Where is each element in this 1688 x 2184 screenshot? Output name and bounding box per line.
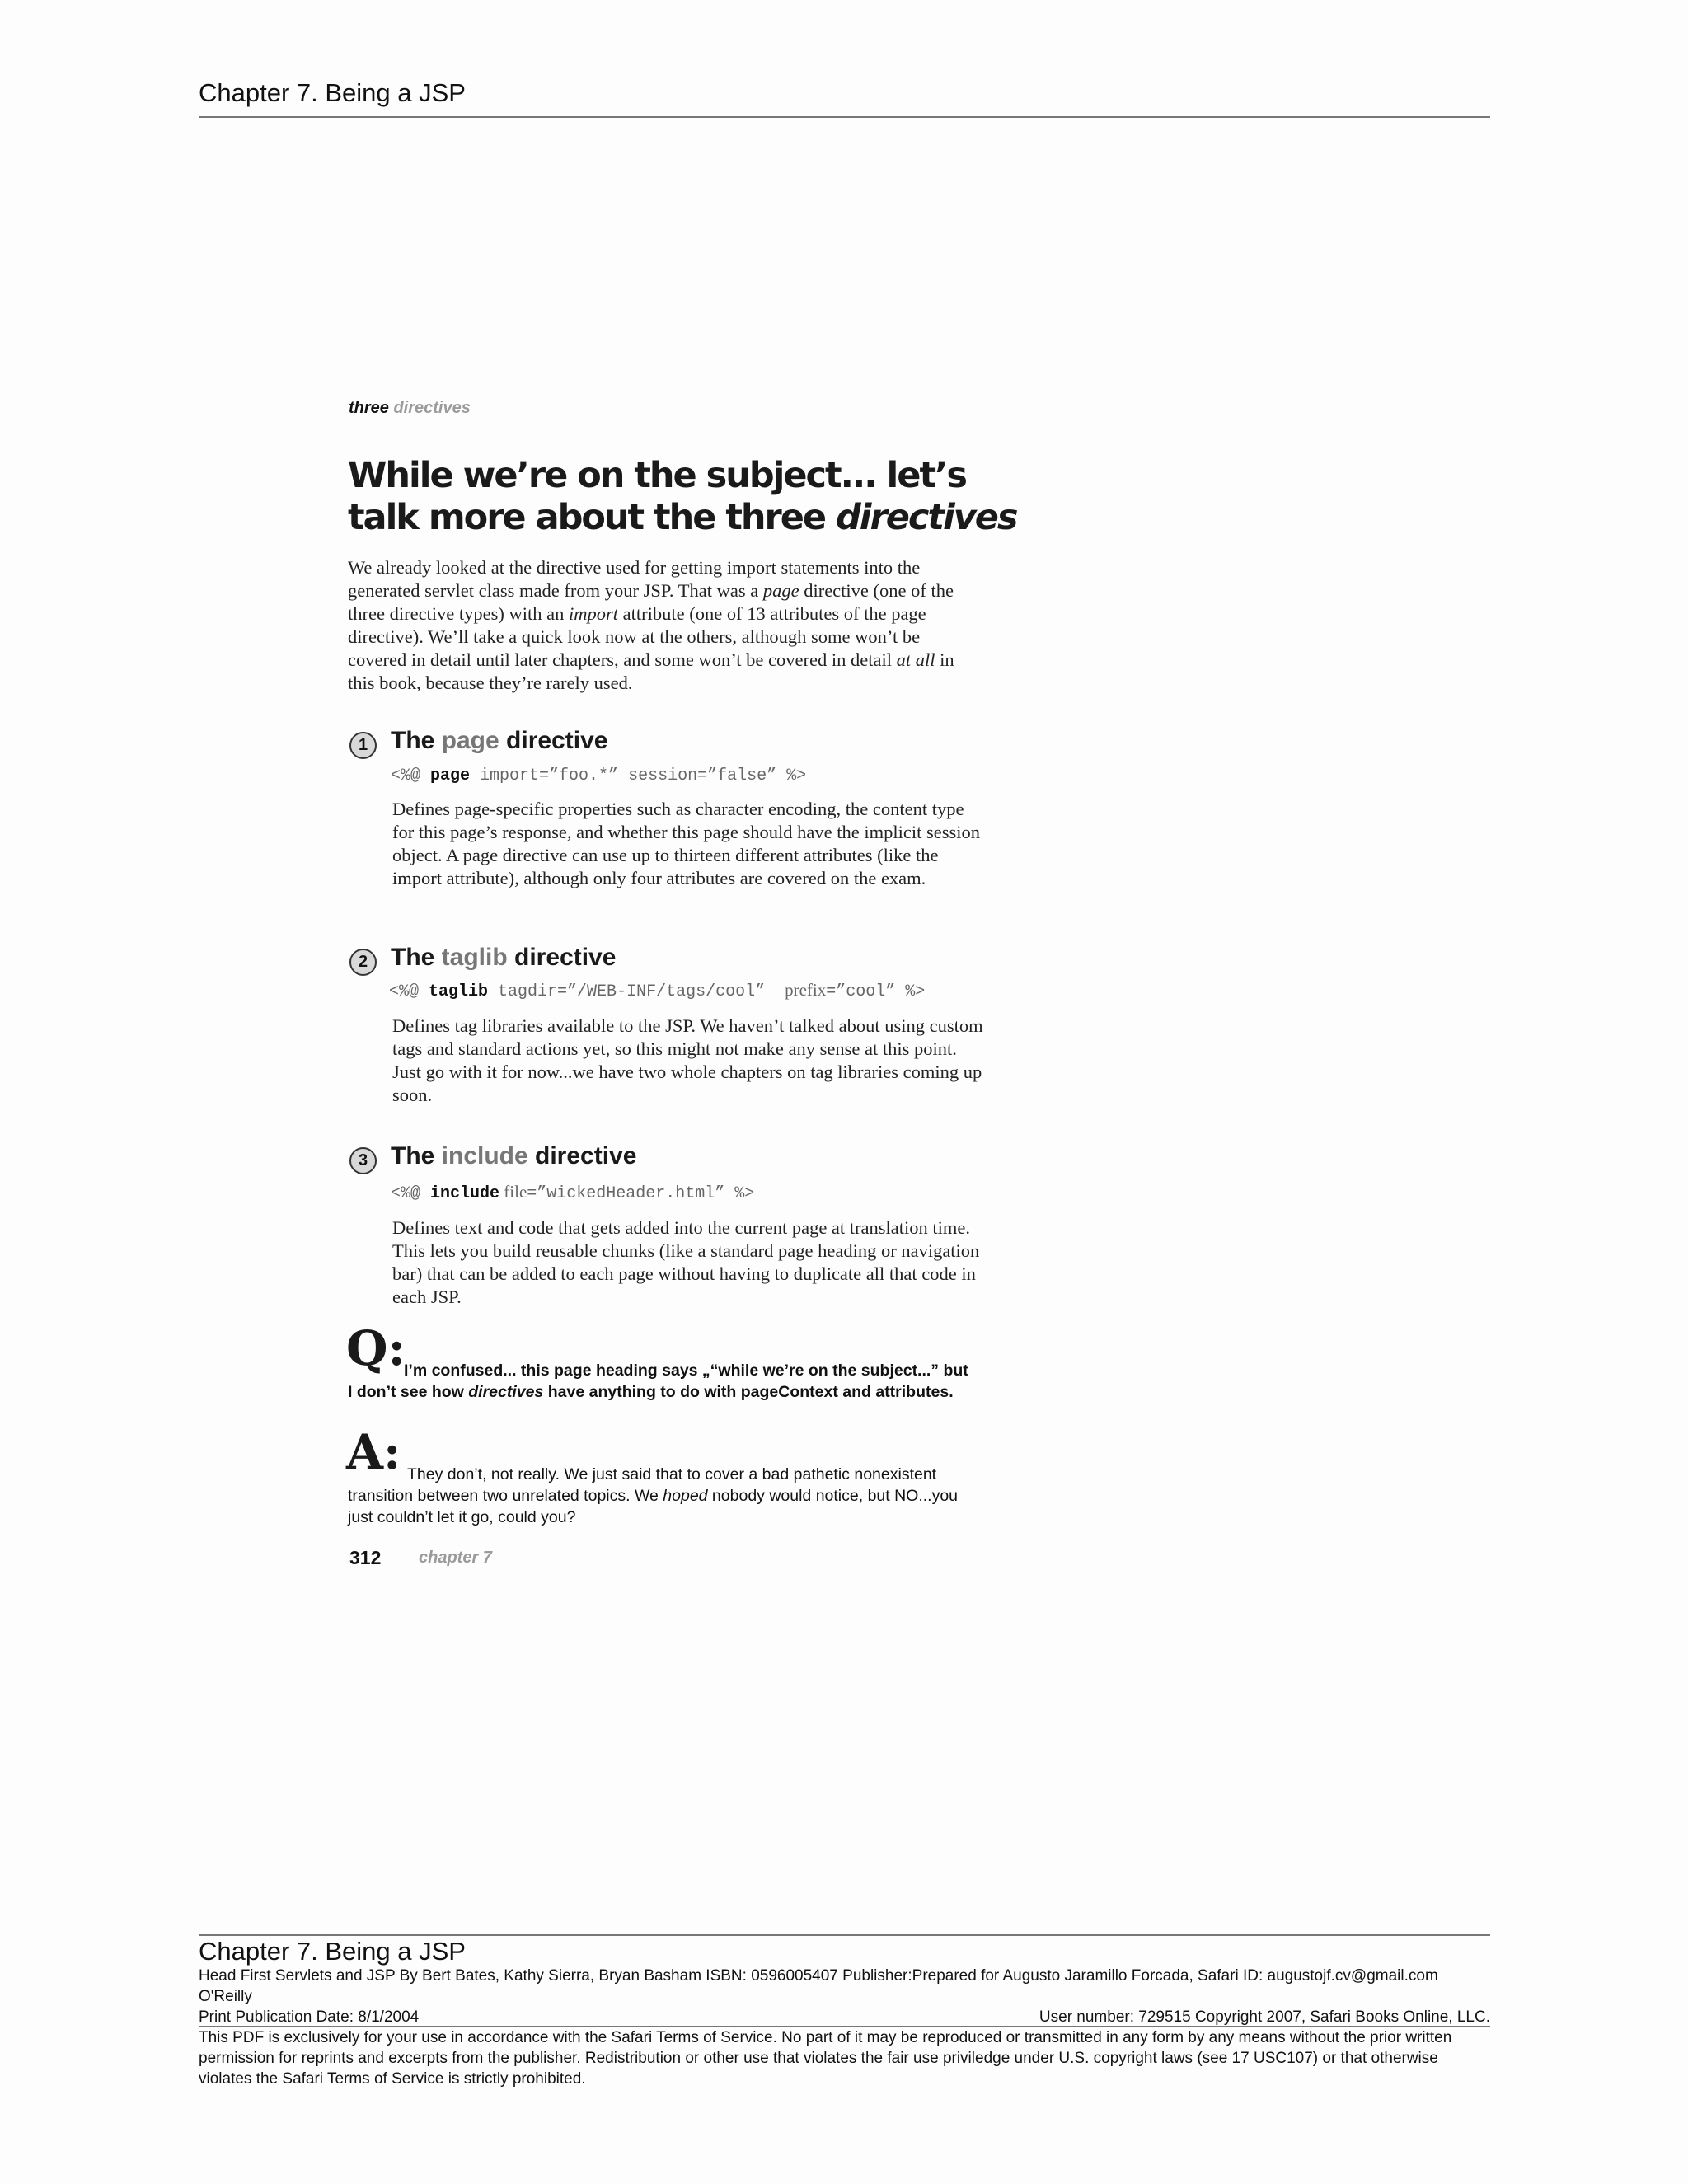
title-prefix: The [391, 1142, 442, 1169]
number-badge-3: 3 [349, 1147, 377, 1174]
footer-book-info: Head First Servlets and JSP By Bert Bates, Kathy Sierra, Bryan Basham ISBN: 0596005407 Publisher:Prepared for Augusto Jaramillo Forcada, Safari ID: augustojf.cv@gmail.com [199, 1967, 1438, 1985]
footer-publisher: O'Reilly [199, 1988, 252, 2005]
question-text-2: have anything to do with pageContext and attributes. [543, 1383, 954, 1401]
page-number: 312 [349, 1547, 382, 1568]
title-suffix: directive [528, 1142, 637, 1169]
intro-text-1: We already looked at the directive used for getting import statements into the generated servlet class made from your JSP. That was a [348, 557, 921, 601]
directive-description-page: Defines page-specific properties such as character encoding, the content type for this page’s response, and whether this page should have the implicit session object. A page directive can use up to thirteen different attributes (like the import attribute), although only four attributes are covered on the exam. [392, 799, 980, 888]
code-open: <%@ [391, 1184, 431, 1203]
answer-text-1: They don’t, not really. We just said that to cover a [407, 1465, 762, 1483]
code-rest-2: =”cool” %> [826, 982, 926, 1001]
directive-code-include [391, 1182, 754, 1203]
question-em: directives [468, 1383, 544, 1401]
answer-letter: A: [346, 1424, 401, 1480]
kicker-part2: directives [393, 399, 471, 417]
question-text [348, 1360, 974, 1403]
question-text-1: I’m confused... this page heading says „“while we’re on the subject...” but I don’t see how [348, 1361, 968, 1401]
question-letter: Q: [346, 1320, 406, 1376]
directive-description-taglib: Defines tag libraries available to the JSP. We haven’t talked about using custom tags and standard actions yet, so this might not make any sense at this point. Just go with it for now...we have two whole chapters on tag libraries coming up soon. [392, 1015, 983, 1105]
directive-title-taglib [391, 944, 616, 972]
code-open: <%@ [389, 982, 429, 1001]
headline-line2-text: talk more about the three [348, 497, 837, 538]
directive-code-page [391, 766, 806, 785]
answer-strikethrough: bad pathetic [762, 1465, 850, 1483]
page-chapter-label: chapter 7 [419, 1549, 492, 1567]
number-badge-1: 1 [349, 732, 377, 759]
headline-line2 [348, 497, 1090, 539]
headline-line2-emphasis: directives [836, 497, 1017, 538]
answer-text-3: nobody would notice, but NO...you just couldn’t let it go, could you? [348, 1487, 959, 1526]
footer-user-line: User number: 729515 Copyright 2007, Safari Books Online, LLC. [1039, 2008, 1490, 2026]
title-suffix: directive [499, 727, 608, 754]
kicker-part1: three [349, 399, 389, 417]
title-suffix: directive [507, 944, 617, 971]
code-attribute: prefix [785, 980, 827, 1000]
number-badge-2: 2 [349, 949, 377, 976]
running-header-title: Chapter 7. Being a JSP [199, 78, 466, 107]
footer-legal: This PDF is exclusively for your use in accordance with the Safari Terms of Service. No part of it may be reproduced or transmitted in any form by any means without the prior written permission for reprints and excerpts from the publisher. Redistribution or other use that violates the fair use priviledge under U.S. copyright laws (see 17 USC107) or that otherwise violates the Safari Terms of Service is strictly prohibited. [199, 2029, 1452, 2088]
intro-em-at-all: at all [896, 649, 935, 670]
directive-code-taglib [389, 980, 925, 1001]
directive-title-include [391, 1142, 636, 1170]
answer-em: hoped [663, 1487, 708, 1505]
intro-text-4: in this book, because they’re rarely used. [348, 649, 954, 693]
intro-paragraph [348, 556, 974, 695]
page-headline [348, 455, 1090, 539]
intro-text-2: directive (one of the three directive types) with an [348, 580, 954, 624]
intro-em-import: import [569, 603, 619, 624]
code-keyword: include [430, 1184, 500, 1203]
code-rest: =”wickedHeader.html” %> [527, 1184, 755, 1203]
footer-date-row [199, 2007, 1490, 2027]
intro-text-3: attribute (one of 13 attributes of the page directive). We’ll take a quick look now at the others, although some won’t be covered in detail until later chapters, and some won’t be covered in detail [348, 603, 926, 670]
footer-divider-bottom [199, 2026, 1490, 2027]
section-kicker [349, 399, 471, 418]
code-rest: tagdir=”/WEB-INF/tags/cool” [488, 982, 785, 1001]
answer-text [348, 1464, 974, 1528]
directive-description-include: Defines text and code that gets added into the current page at translation time. This lets you build reusable chunks (like a standard page heading or navigation bar) that can be added to each page without having to duplicate all that code in each JSP. [392, 1217, 980, 1307]
footer-divider-top [199, 1934, 1490, 1936]
footer-chapter-title: Chapter 7. Being a JSP [199, 1937, 466, 1966]
title-prefix: The [391, 944, 442, 971]
code-open: <%@ [391, 766, 431, 785]
title-keyword: include [441, 1142, 528, 1169]
footer-pub-date: Print Publication Date: 8/1/2004 [199, 2008, 420, 2026]
headline-line1: While we’re on the subject... let’s [348, 455, 966, 496]
title-keyword: page [441, 727, 499, 754]
header-divider [199, 116, 1490, 118]
code-keyword: taglib [429, 982, 489, 1001]
title-prefix: The [391, 727, 442, 754]
intro-em-page: page [762, 580, 799, 601]
code-attribute: file [499, 1182, 528, 1202]
directive-title-page [391, 727, 607, 755]
code-rest: import=”foo.*” session=”false” %> [470, 766, 807, 785]
answer-text-2: nonexistent transition between two unrelated topics. We [348, 1465, 937, 1505]
title-keyword: taglib [441, 944, 508, 971]
code-keyword: page [430, 766, 471, 785]
